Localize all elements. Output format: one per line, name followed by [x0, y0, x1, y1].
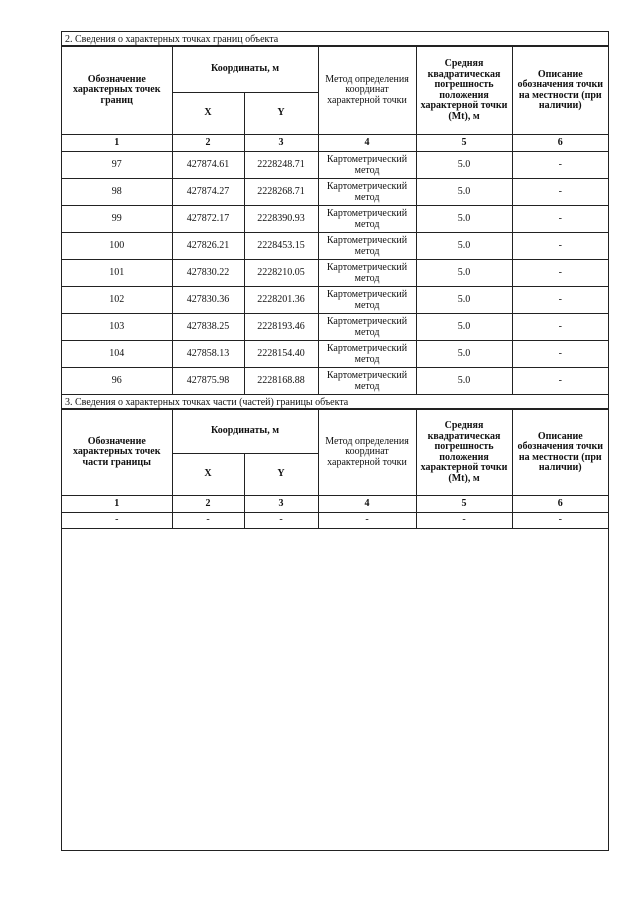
points-table: [62, 46, 608, 395]
table-row: [62, 287, 608, 314]
coord-x: 427872.17: [172, 206, 244, 233]
error-mt: 5.0: [416, 368, 512, 395]
coord-y: 2228193.46: [244, 314, 318, 341]
col-number: 2: [172, 135, 244, 152]
section-3-title: 3. Сведения о характерных точках части (частей) границы объекта: [62, 395, 608, 409]
col-number: 5: [416, 496, 512, 513]
header-x: X: [172, 93, 244, 135]
coord-y: 2228210.05: [244, 260, 318, 287]
col-number: 6: [512, 496, 608, 513]
description: -: [512, 260, 608, 287]
header-designation: Обозначение характерных точек части границы: [62, 410, 172, 496]
table-row: [62, 341, 608, 368]
method: -: [318, 513, 416, 529]
header-coords: Координаты, м: [172, 410, 318, 454]
table-row: [62, 233, 608, 260]
coord-x: 427838.25: [172, 314, 244, 341]
coord-x: 427875.98: [172, 368, 244, 395]
point-id: 103: [62, 314, 172, 341]
error-mt: 5.0: [416, 152, 512, 179]
description: -: [512, 368, 608, 395]
coord-x: 427874.27: [172, 179, 244, 206]
coord-y: 2228268.71: [244, 179, 318, 206]
point-id: 99: [62, 206, 172, 233]
method: Картометрический метод: [318, 206, 416, 233]
description: -: [512, 314, 608, 341]
coord-y: 2228168.88: [244, 368, 318, 395]
coord-y: -: [244, 513, 318, 529]
col-number: 2: [172, 496, 244, 513]
coord-x: 427830.22: [172, 260, 244, 287]
table-row: [62, 206, 608, 233]
error-mt: 5.0: [416, 233, 512, 260]
header-description: Описание обозначения точки на местности (при наличии): [512, 47, 608, 135]
table-row: [62, 314, 608, 341]
col-number: 4: [318, 135, 416, 152]
description: -: [512, 233, 608, 260]
coord-x: 427858.13: [172, 341, 244, 368]
point-id: 104: [62, 341, 172, 368]
method: Картометрический метод: [318, 341, 416, 368]
part-points-table: [62, 409, 608, 529]
method: Картометрический метод: [318, 260, 416, 287]
col-number: 3: [244, 135, 318, 152]
col-number: 1: [62, 135, 172, 152]
table-row: [62, 368, 608, 395]
header-description: Описание обозначения точки на местности (при наличии): [512, 410, 608, 496]
header-coords: Координаты, м: [172, 47, 318, 93]
point-id: -: [62, 513, 172, 529]
table-row: [62, 260, 608, 287]
description: -: [512, 206, 608, 233]
section-2-title: 2. Сведения о характерных точках границ объекта: [62, 32, 608, 46]
header-y: Y: [244, 454, 318, 496]
coord-y: 2228201.36: [244, 287, 318, 314]
error-mt: 5.0: [416, 206, 512, 233]
method: Картометрический метод: [318, 233, 416, 260]
col-number: 6: [512, 135, 608, 152]
point-id: 96: [62, 368, 172, 395]
coord-x: 427826.21: [172, 233, 244, 260]
method: Картометрический метод: [318, 314, 416, 341]
header-error: Средняя квадратическая погрешность положения характерной точки (Mt), м: [416, 410, 512, 496]
header-x: X: [172, 454, 244, 496]
header-designation: Обозначение характерных точек границ: [62, 47, 172, 135]
point-id: 100: [62, 233, 172, 260]
col-number: 3: [244, 496, 318, 513]
coord-y: 2228154.40: [244, 341, 318, 368]
coord-y: 2228390.93: [244, 206, 318, 233]
error-mt: 5.0: [416, 260, 512, 287]
header-method: Метод определения координат характерной точки: [318, 410, 416, 496]
method: Картометрический метод: [318, 368, 416, 395]
point-id: 98: [62, 179, 172, 206]
description: -: [512, 179, 608, 206]
col-number: 4: [318, 496, 416, 513]
table-row: [62, 179, 608, 206]
coord-x: -: [172, 513, 244, 529]
error-mt: 5.0: [416, 287, 512, 314]
table-row: [62, 513, 608, 529]
point-id: 97: [62, 152, 172, 179]
table-row: [62, 152, 608, 179]
coord-y: 2228453.15: [244, 233, 318, 260]
error-mt: -: [416, 513, 512, 529]
method: Картометрический метод: [318, 179, 416, 206]
col-number: 1: [62, 496, 172, 513]
coord-y: 2228248.71: [244, 152, 318, 179]
description: -: [512, 287, 608, 314]
header-error: Средняя квадратическая погрешность положения характерной точки (Mt), м: [416, 47, 512, 135]
coord-x: 427874.61: [172, 152, 244, 179]
point-id: 101: [62, 260, 172, 287]
description: -: [512, 341, 608, 368]
point-id: 102: [62, 287, 172, 314]
header-y: Y: [244, 93, 318, 135]
error-mt: 5.0: [416, 341, 512, 368]
error-mt: 5.0: [416, 314, 512, 341]
description: -: [512, 152, 608, 179]
description: -: [512, 513, 608, 529]
header-method: Метод определения координат характерной точки: [318, 47, 416, 135]
document-page: [61, 31, 609, 851]
method: Картометрический метод: [318, 152, 416, 179]
coord-x: 427830.36: [172, 287, 244, 314]
method: Картометрический метод: [318, 287, 416, 314]
col-number: 5: [416, 135, 512, 152]
error-mt: 5.0: [416, 179, 512, 206]
